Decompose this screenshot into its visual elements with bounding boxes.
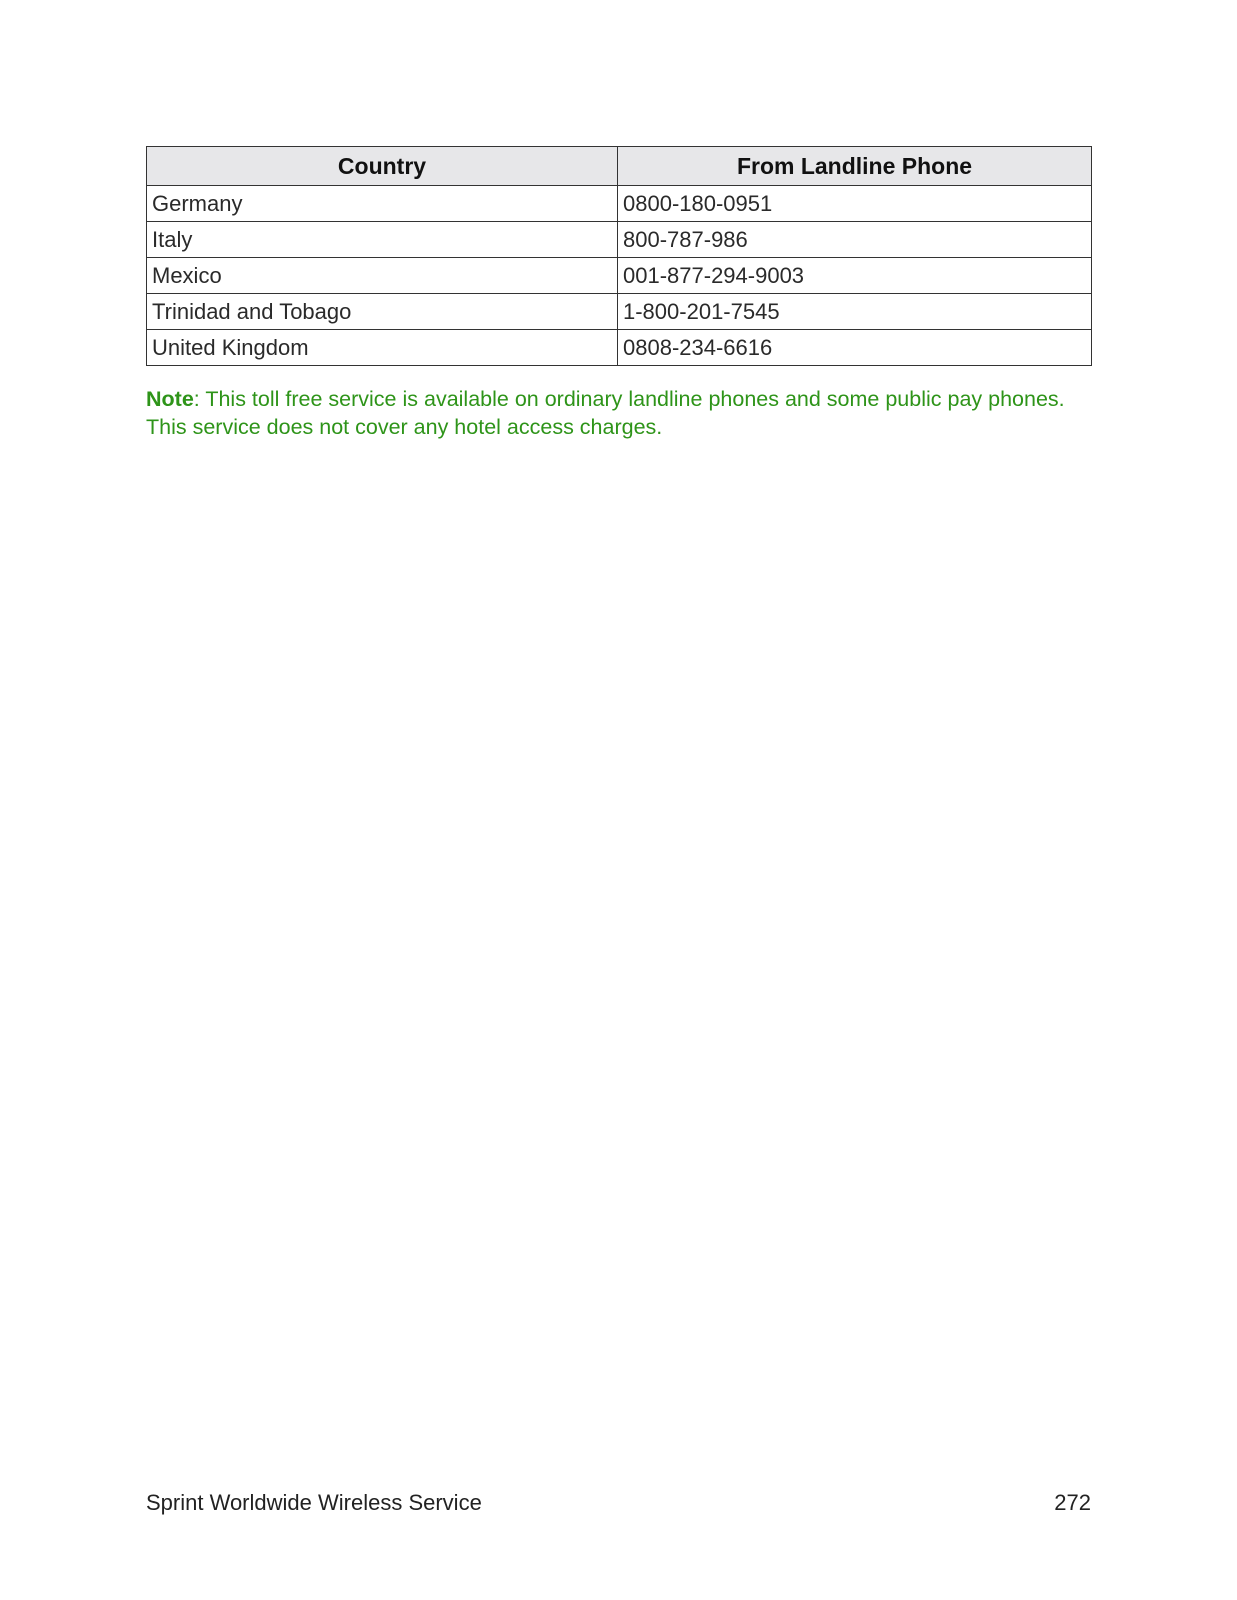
country-cell: Italy	[147, 222, 618, 258]
note-paragraph	[146, 385, 1106, 441]
phone-number-cell: 800-787-986	[618, 222, 1092, 258]
table-row	[147, 186, 1092, 222]
table-row	[147, 222, 1092, 258]
column-header-landline-phone: From Landline Phone	[618, 147, 1092, 186]
footer-page-number: 272	[1054, 1490, 1091, 1515]
table-row	[147, 258, 1092, 294]
phone-number-cell: 001-877-294-9003	[618, 258, 1092, 294]
country-cell: Mexico	[147, 258, 618, 294]
phone-number-cell: 0800-180-0951	[618, 186, 1092, 222]
table-row	[147, 330, 1092, 366]
phone-number-cell: 1-800-201-7545	[618, 294, 1092, 330]
column-header-country: Country	[147, 147, 618, 186]
note-text: : This toll free service is available on ordinary landline phones and some public pay phones. This service does not cover any hotel access charges.	[146, 387, 1065, 439]
table-header-row	[147, 147, 1092, 186]
country-cell: Germany	[147, 186, 618, 222]
note-label: Note	[146, 387, 194, 411]
country-cell: Trinidad and Tobago	[147, 294, 618, 330]
toll-free-numbers-table	[146, 146, 1092, 366]
table-row	[147, 294, 1092, 330]
footer-section-title: Sprint Worldwide Wireless Service	[146, 1490, 482, 1515]
phone-number-cell: 0808-234-6616	[618, 330, 1092, 366]
country-cell: United Kingdom	[147, 330, 618, 366]
